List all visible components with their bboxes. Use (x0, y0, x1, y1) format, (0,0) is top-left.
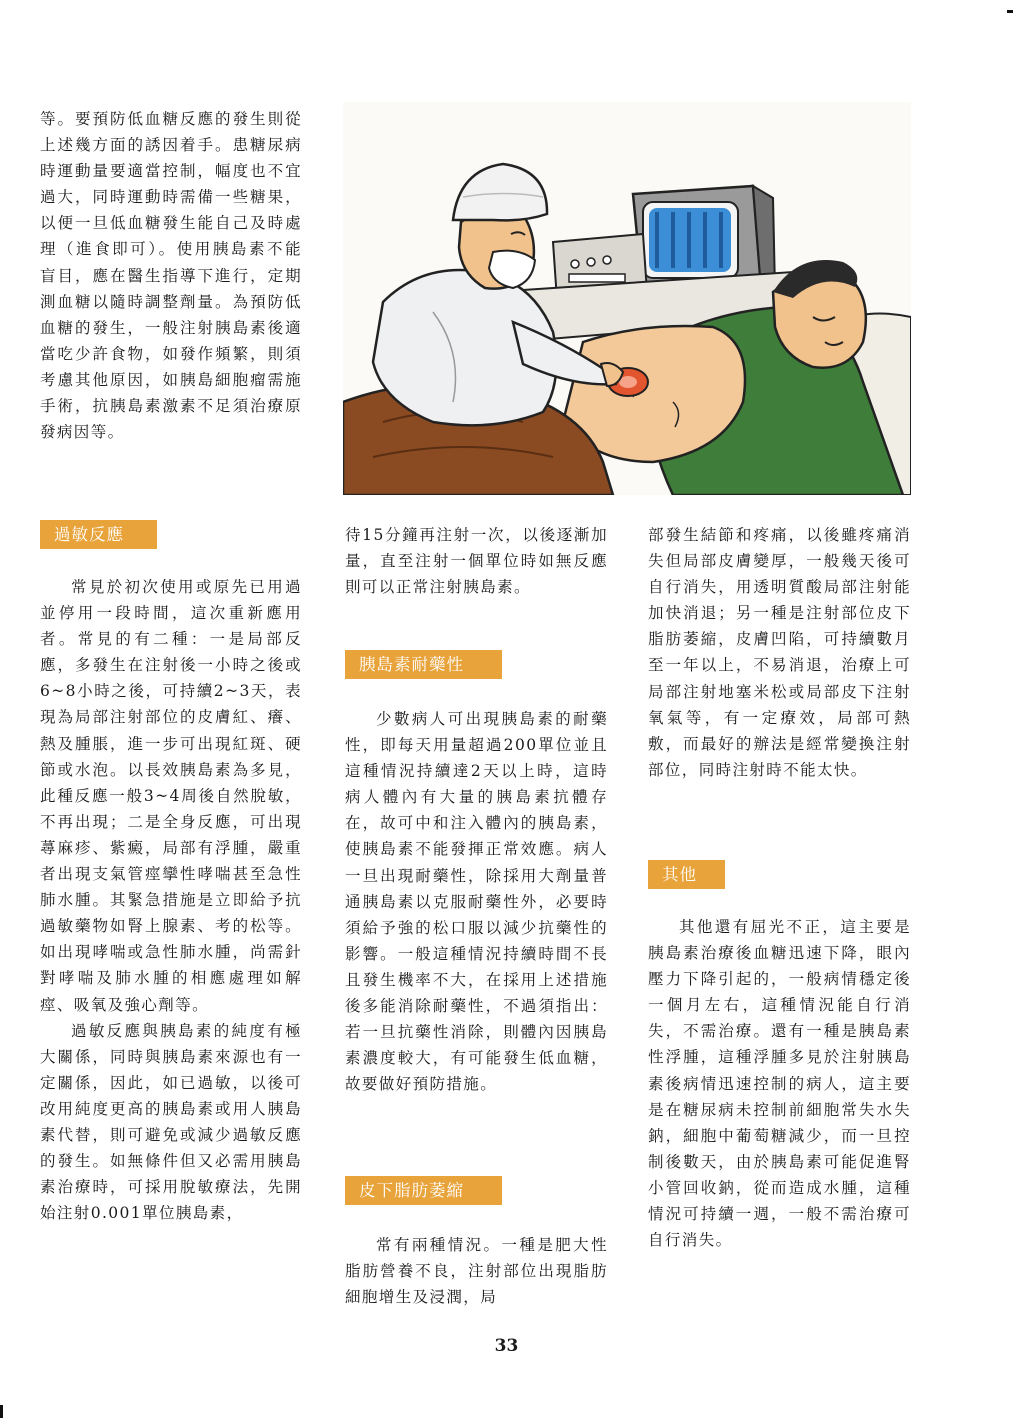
column-2-body-1 (345, 706, 608, 1097)
heading-other: 其他 (648, 860, 725, 889)
column-3-continuation: 部發生結節和疼痛，以後雖疼痛消失但局部皮膚變厚，一般幾天後可自行消失，用透明質酸局部注射能加快消退；另一種是注射部位皮下脂肪萎縮，皮膚凹陷，可持續數月至一年以上，不易消退，治療上可局部注射地塞米松或局部皮下注射氧氣等，有一定療效，局部可熱敷，而最好的辦法是經常變換注射部位，同時注射時不能太快。 (648, 526, 911, 779)
resistance-paragraph: 少數病人可出現胰島素的耐藥性，即每天用量超過200單位並且這種情況持續達2天以上時，這時病人體內有大量的胰島素抗體存在，故可中和注入體內的胰島素，使胰島素不能發揮正常效應。病人一旦出現耐藥性，除採用大劑量普通胰島素以克服耐藥性外，必要時須給予強的松口服以減少抗藥性的影響。一般這種情況持續時間不長且發生機率不大，在採用上述措施後多能消除耐藥性，不過須指出：若一旦抗藥性消除，則體內因胰島素濃度較大，有可能發生低血糖，故要做好預防措施。 (345, 710, 608, 1094)
column-3 (648, 522, 911, 783)
allergy-paragraph-2: 過敏反應與胰島素的純度有極大關係，同時與胰島素來源也有一定關係，因此，如已過敏，以後可改用純度更高的胰島素或用人胰島素代替，則可避免或減少過敏反應的發生。如無條件但又必需用胰島素治療時，可採用脫敏療法，先開始注射0.001單位胰島素， (40, 1021, 302, 1223)
column-2 (345, 522, 608, 600)
atrophy-paragraph: 常有兩種情況。一種是肥大性脂肪營養不良，注射部位出現脂肪細胞增生及浸潤，局 (345, 1236, 608, 1307)
heading-allergy: 過敏反應 (40, 520, 157, 549)
heading-insulin-resistance: 胰島素耐藥性 (345, 650, 502, 679)
column-1 (40, 106, 302, 445)
column-3-body (648, 914, 911, 1253)
column-2-continuation: 待15分鐘再注射一次，以後逐漸加量，直至注射一個單位時如無反應則可以正常注射胰島素。 (345, 526, 608, 597)
page-number: 33 (494, 1336, 519, 1356)
doctor-ultrasound-illustration (343, 102, 911, 495)
heading-fat-atrophy: 皮下脂肪萎縮 (345, 1176, 502, 1205)
other-paragraph: 其他還有屈光不正，這主要是胰島素治療後血糖迅速下降，眼內壓力下降引起的，一般病情穩定後一個月左右，這種情況能自行消失，不需治療。還有一種是胰島素性浮腫，這種浮腫多見於注射胰島素後病情迅速控制的病人，這主要是在糖尿病未控制前細胞常失水失鈉，細胞中葡萄糖減少，而一旦控制後數天，由於胰島素可能促進腎小管回收鈉，從而造成水腫，這種情況可持續一週，一般不需治療可自行消失。 (648, 918, 911, 1250)
scan-mark-bottom-left (0, 1405, 3, 1418)
doctor-ultrasound-patient-illustration-icon (343, 102, 911, 495)
column-1-body (40, 574, 302, 1226)
column-2-body-2 (345, 1232, 608, 1310)
allergy-paragraph-1: 常見於初次使用或原先已用過並停用一段時間，這次重新應用者。常見的有二種：一是局部反應，多發生在注射後一小時之後或6~8小時之後，可持續2~3天，表現為局部注射部位的皮膚紅、癢、熱及腫脹，進一步可出現紅斑、硬節或水泡。以長效胰島素為多見，此種反應一般3~4周後自然脫敏，不再出現；二是全身反應，可出現蕁麻疹、紫癜，局部有浮腫，嚴重者出現支氣管痙攣性哮喘甚至急性肺水腫。其緊急措施是立即給予抗過敏藥物如腎上腺素、考的松等。如出現哮喘或急性肺水腫，尚需針對哮喘及肺水腫的相應處理如解痙、吸氧及強心劑等。 (40, 578, 302, 1014)
column-1-intro: 等。要預防低血糖反應的發生則從上述幾方面的誘因着手。患糖尿病時運動量要適當控制，幅度也不宜過大，同時運動時需備一些糖果，以便一旦低血糖發生能自己及時處理（進食即可）。使用胰島素不能盲目，應在醫生指導下進行，定期測血糖以隨時調整劑量。為預防低血糖的發生，一般注射胰島素後適當吃少許食物，如發作頻繁，則須考慮其他原因，如胰島細胞瘤需施手術，抗胰島素激素不足須治療原發病因等。 (40, 110, 302, 442)
scan-mark-top-right (1007, 10, 1013, 13)
